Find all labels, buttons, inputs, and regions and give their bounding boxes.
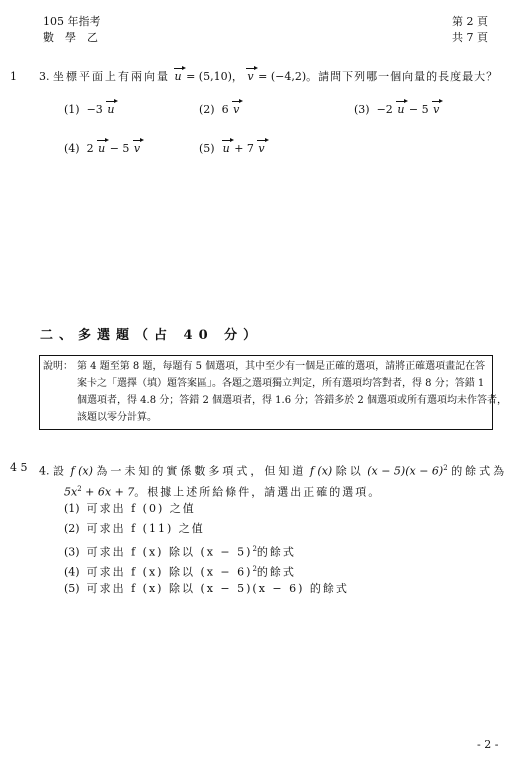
- option-vector: u: [98, 142, 106, 155]
- q3-stem: [39, 70, 498, 84]
- option-operator: −: [408, 103, 419, 116]
- option-vector: v: [233, 103, 240, 116]
- option-coefficient: 5: [421, 103, 429, 116]
- notice-line-4: 該題以零分計算。: [77, 412, 157, 423]
- q4-text: 。根據上述所給條件，請選出正確的選項。: [134, 485, 382, 499]
- v-value: = (−4,2): [258, 70, 307, 83]
- option-vector: v: [258, 142, 265, 155]
- option-number: (4): [64, 142, 80, 155]
- option-number: (3): [354, 103, 370, 116]
- option-operator: +: [234, 142, 244, 155]
- option-text: 可求出 f (0) 之值: [86, 502, 196, 515]
- option-number: (1): [64, 502, 80, 515]
- option-text: 可求出 f (11) 之值: [86, 522, 205, 535]
- q4-text: 設: [53, 464, 67, 478]
- option-vector: u: [222, 142, 230, 155]
- vector-u: u: [174, 70, 182, 83]
- u-value: = (5,10): [186, 70, 232, 83]
- notice-line-1: 第 4 題至第 8 題，每題有 5 個選項，其中至少有一個是正確的選項，請將正確選項畫記在答: [77, 361, 486, 372]
- q4-option-2: [64, 522, 205, 536]
- exponent: 2: [443, 464, 448, 472]
- option-number: (2): [64, 522, 80, 535]
- option-coefficient: −2: [376, 103, 393, 116]
- option-number: (5): [199, 142, 215, 155]
- remainder: 5x: [64, 485, 78, 499]
- q3-separator: ，: [231, 70, 243, 83]
- q4-option-5: [64, 582, 349, 596]
- q4-stem-line-2: [64, 482, 381, 500]
- divisor: (x − 5)(x − 6): [367, 464, 444, 478]
- exponent: 2: [252, 565, 257, 573]
- q4-number: 4.: [39, 464, 50, 478]
- option-number: (3): [64, 545, 80, 559]
- q4-option-4: [64, 562, 296, 580]
- option-coefficient: 5: [122, 142, 130, 155]
- exponent: 2: [252, 545, 257, 553]
- exponent: 2: [77, 485, 82, 493]
- q4-stem-line-1: [39, 461, 507, 479]
- option-coefficient: 2: [86, 142, 94, 155]
- option-number: (5): [64, 582, 80, 595]
- q4-text: 為一未知的實係數多項式，但知道: [96, 464, 307, 478]
- remainder: + 6x + 7: [81, 485, 135, 499]
- total-pages-label: 共 7 頁: [452, 31, 488, 44]
- option-vector: v: [133, 142, 141, 155]
- option-text: 的餘式: [256, 565, 296, 579]
- option-operator: −: [109, 142, 119, 155]
- option-coefficient: 7: [246, 142, 254, 155]
- page-label: 第 2 頁: [452, 15, 488, 28]
- q3-text-suffix: 。請問下列哪一個向量的長度最大？: [306, 70, 499, 83]
- q4-side-marker: 4 5: [10, 461, 28, 474]
- notice-label: 說明：: [43, 361, 73, 372]
- section-title: 二、多選題（占 40 分）: [40, 328, 263, 343]
- q4-option-3: [64, 542, 296, 560]
- option-text: 的餘式: [256, 545, 296, 559]
- option-vector: v: [433, 103, 440, 116]
- option-text: 可求出 f (x) 除以 (x − 5)(x − 6) 的餘式: [86, 582, 349, 595]
- exam-year: 105 年指考: [43, 15, 101, 28]
- option-coefficient: 6: [221, 103, 229, 116]
- q4-text: 的餘式為: [451, 464, 508, 478]
- q3-option-3: [354, 103, 440, 117]
- q3-option-5: [199, 142, 266, 156]
- subject-label: 數 學 乙: [43, 31, 98, 44]
- vector-v: v: [247, 70, 254, 83]
- q3-option-2: [199, 103, 240, 117]
- page-number: - 2 -: [477, 738, 499, 751]
- notice-line-3: 個選項者，得 4.8 分；答錯 2 個選項者，得 1.6 分；答錯多於 2 個選項或所有選項均未作答者，: [77, 395, 507, 406]
- notice-line-2: 案卡之「選擇（填）題答案區」。各題之選項獨立判定，所有選項均答對者，得 8 分；答錯 1: [77, 378, 485, 389]
- option-text: 可求出 f (x) 除以 (x − 5): [86, 545, 253, 559]
- option-text: 可求出 f (x) 除以 (x − 6): [86, 565, 253, 579]
- q3-text-prefix: 坐標平面上有兩向量: [53, 70, 170, 83]
- option-number: (1): [64, 103, 80, 116]
- function-f: f (x): [70, 464, 93, 478]
- option-vector: u: [107, 103, 115, 116]
- q3-side-marker: 1: [10, 70, 17, 83]
- option-coefficient: −3: [86, 103, 103, 116]
- q4-text: 除以: [335, 464, 364, 478]
- option-vector: u: [397, 103, 405, 116]
- q3-option-4: [64, 142, 141, 156]
- option-number: (2): [199, 103, 215, 116]
- option-number: (4): [64, 565, 80, 579]
- instructions-box: [39, 355, 507, 430]
- function-f: f (x): [309, 464, 333, 478]
- q3-option-1: [64, 103, 115, 117]
- q3-number: 3.: [39, 70, 50, 83]
- q4-option-1: [64, 502, 196, 516]
